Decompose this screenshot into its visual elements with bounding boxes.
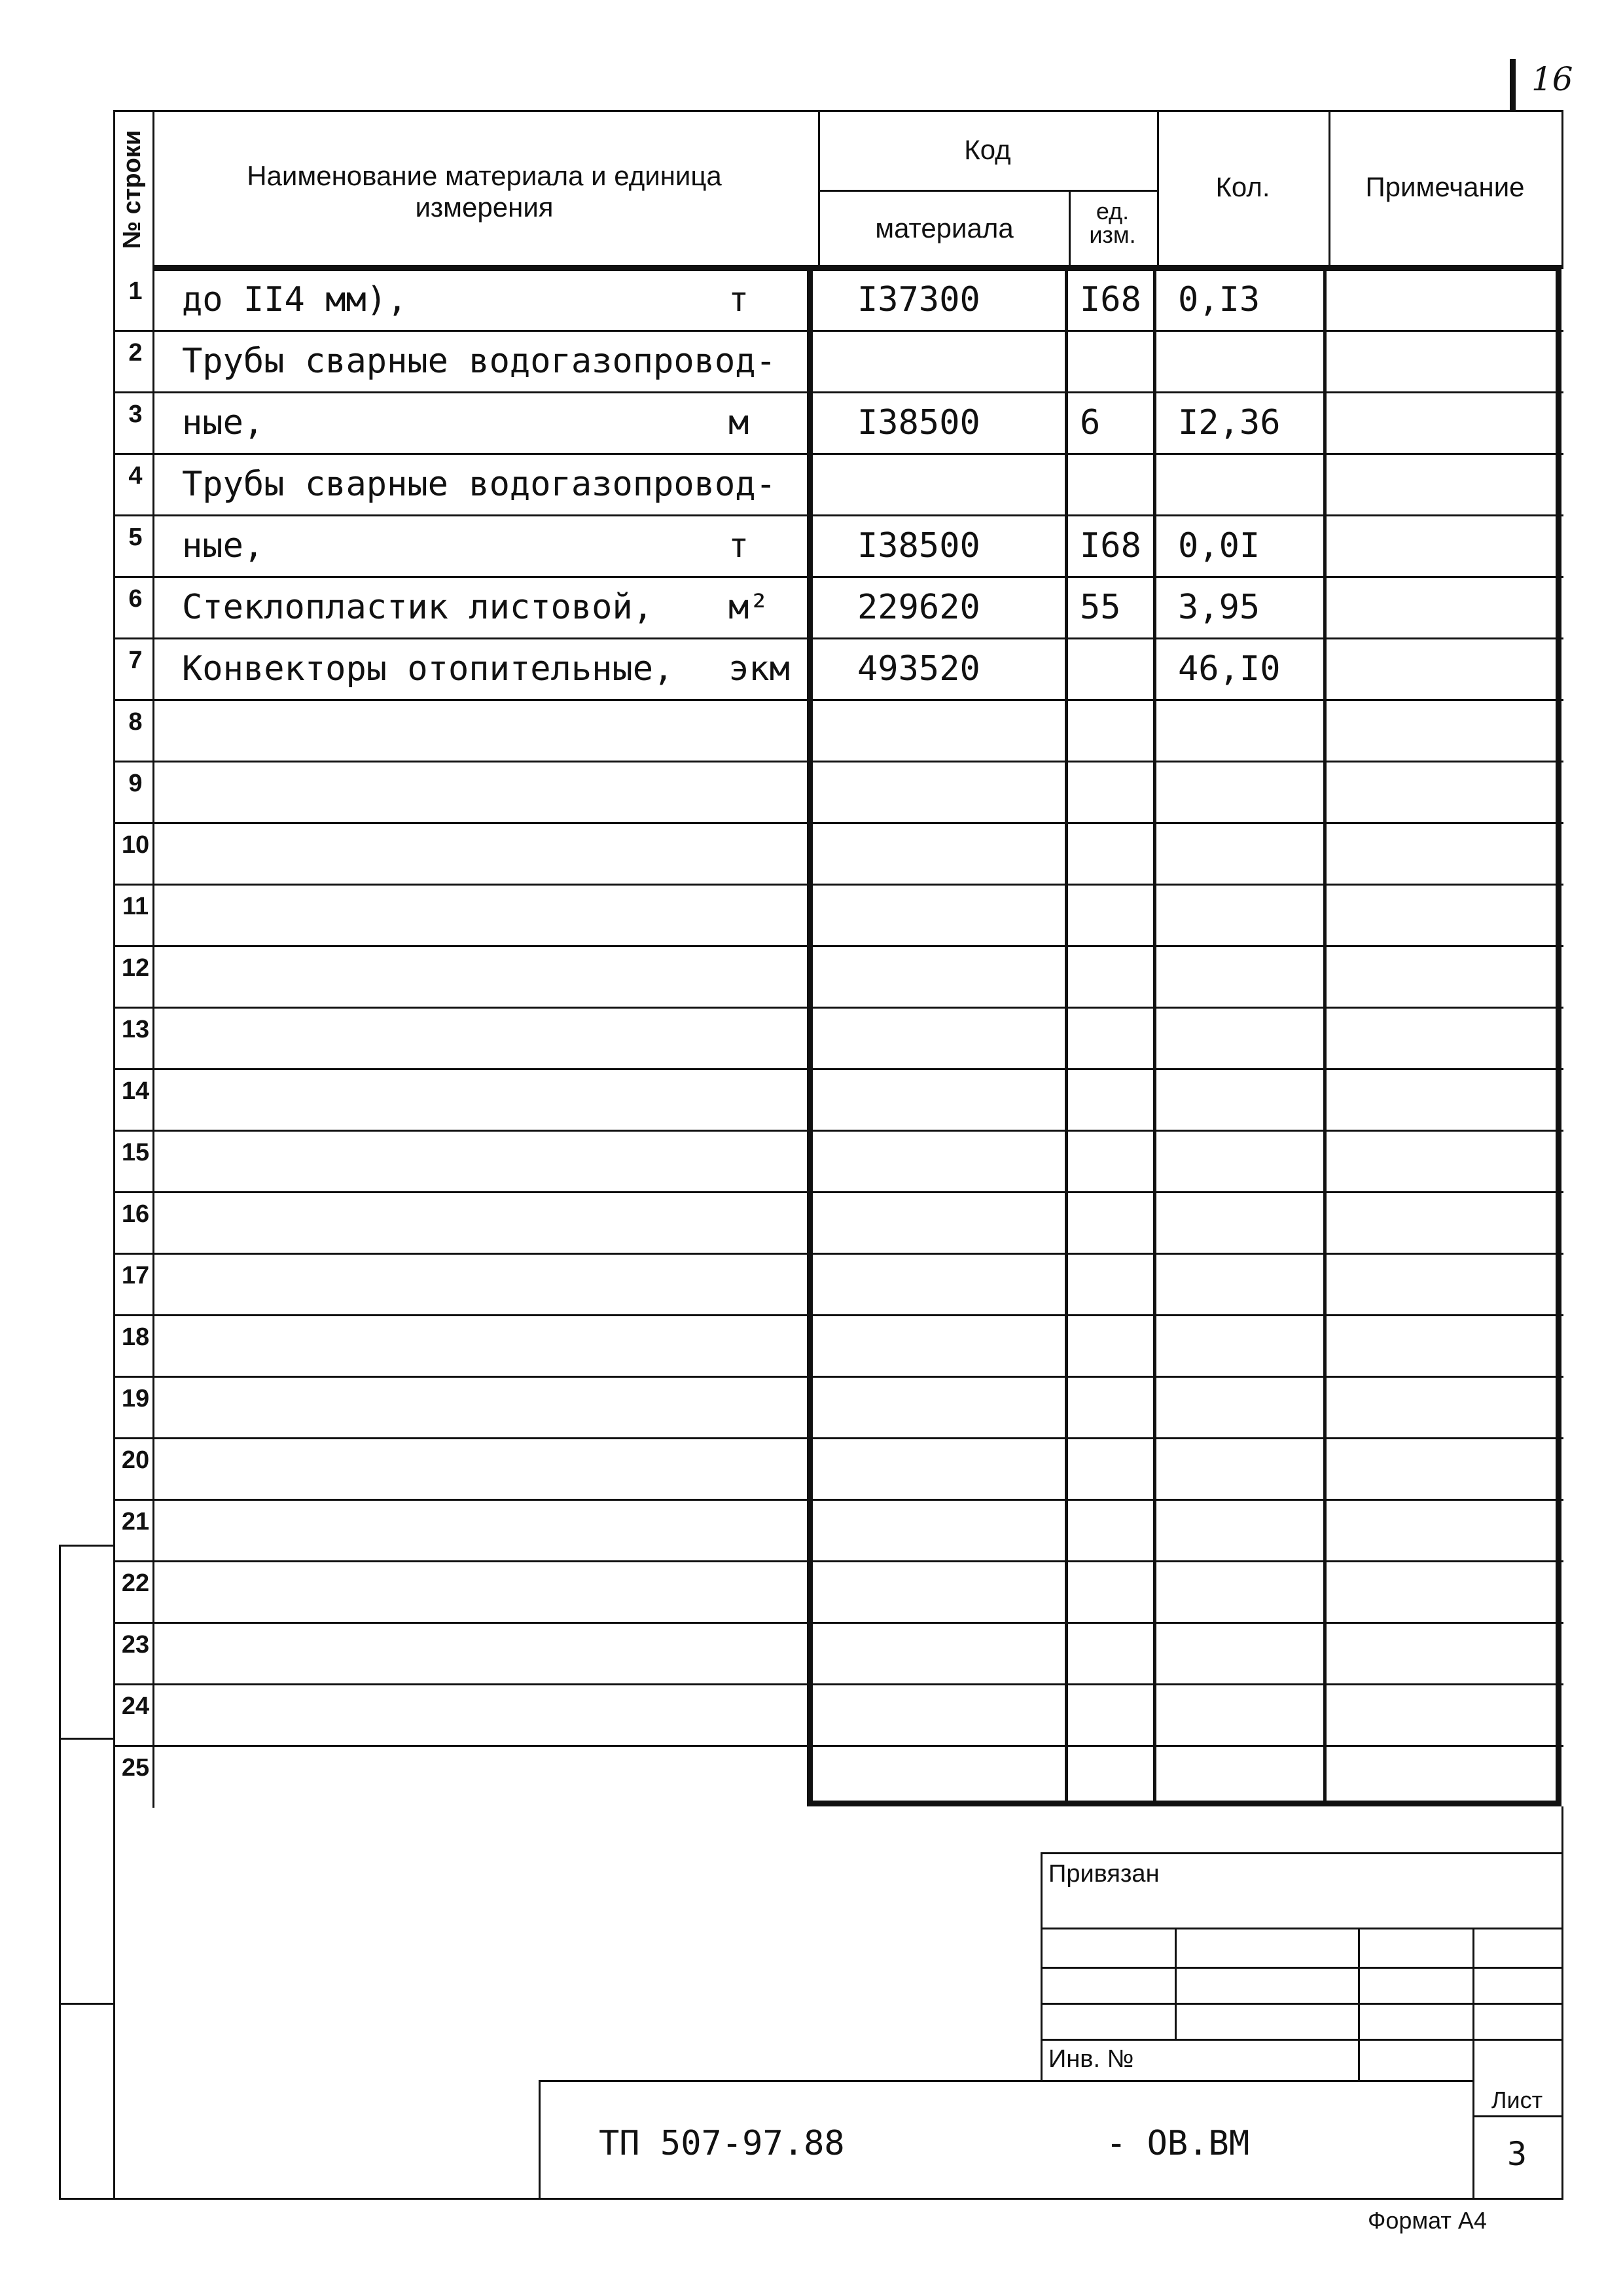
row-divider: [113, 453, 1563, 455]
row-qty: 46,I0: [1178, 649, 1281, 689]
bottom-border: [59, 2198, 1563, 2200]
page-number-mark: [1510, 59, 1516, 111]
qty-header: Кол.: [1215, 171, 1270, 202]
row-number: 20: [121, 1446, 150, 1474]
row-number: 2: [128, 339, 143, 367]
table-left-border: [113, 110, 115, 1808]
row-number: 23: [121, 1631, 150, 1659]
row-divider: [113, 945, 1563, 947]
row-number: 14: [121, 1077, 150, 1105]
row-number: 10: [121, 831, 150, 859]
side-stamp-line-1: [59, 1545, 113, 1547]
header-bottom-border: [152, 265, 810, 271]
row-material-code: I37300: [857, 280, 980, 319]
row-unit-code: I68: [1080, 526, 1141, 565]
row-qty: I2,36: [1178, 403, 1281, 442]
row-name: до II4 мм),: [182, 280, 408, 319]
row-name: ные,: [182, 526, 264, 565]
row-name: Конвекторы отопительные,: [182, 649, 674, 689]
code-material-header: материала: [875, 213, 1014, 243]
row-divider: [113, 391, 1563, 393]
row-name: Трубы сварные водогазопровод-: [182, 465, 776, 504]
title-block-left: [539, 2080, 541, 2198]
side-stamp-left: [59, 1545, 61, 2199]
bound-grid-col-1: [1175, 1928, 1177, 2039]
qty-col-divider: [1153, 265, 1156, 1806]
bound-grid-col-3: [1472, 1928, 1474, 2081]
row-divider: [113, 330, 1563, 332]
title-block-top: [539, 2080, 1043, 2082]
rownum-header: № строки: [118, 130, 147, 249]
row-qty: 0,0I: [1178, 526, 1260, 565]
row-divider: [113, 514, 1563, 516]
row-number: 25: [121, 1754, 150, 1782]
inv-box-bottom: [1041, 2080, 1472, 2082]
page-number: 16: [1531, 60, 1573, 98]
sheet-label: Лист: [1491, 2087, 1543, 2113]
code-subheader-line: [818, 190, 1157, 192]
code-subcol-divider: [1069, 190, 1071, 269]
bound-grid-line-2: [1041, 1967, 1561, 1969]
row-number: 9: [128, 770, 143, 797]
row-divider: [113, 699, 1563, 701]
name-header: Наименование материала и единица измерения: [247, 160, 722, 223]
row-divider: [113, 637, 1563, 639]
row-qty: 0,I3: [1178, 280, 1260, 319]
sheet-box-divider: [1472, 2115, 1561, 2117]
row-unit-code: 55: [1080, 588, 1121, 627]
doc-code-right: - ОВ.ВМ: [1106, 2124, 1250, 2163]
row-name: Трубы сварные водогазопровод-: [182, 342, 776, 381]
doc-code-left: ТП 507-97.88: [599, 2124, 845, 2163]
row-divider: [113, 1437, 1563, 1439]
row-number: 17: [121, 1262, 150, 1289]
row-divider: [113, 1253, 1563, 1255]
row-unit-code: I68: [1080, 280, 1141, 319]
row-number: 21: [121, 1508, 150, 1535]
row-unit: экм: [728, 649, 790, 689]
code-header: Код: [964, 134, 1011, 165]
table-top-border: [113, 110, 1563, 112]
row-name: ные,: [182, 403, 264, 442]
row-divider: [113, 1499, 1563, 1501]
side-stamp-line-3: [59, 2003, 113, 2005]
row-divider: [113, 576, 1563, 578]
sheet-number: 3: [1507, 2135, 1527, 2173]
bound-grid-col-2: [1358, 1928, 1360, 2081]
row-unit: м: [728, 403, 749, 442]
row-number: 7: [128, 647, 143, 674]
row-material-code: I38500: [857, 403, 980, 442]
row-number: 4: [128, 462, 143, 490]
row-divider: [113, 1683, 1563, 1685]
row-divider: [113, 884, 1563, 886]
row-number: 11: [122, 893, 149, 920]
row-divider: [113, 822, 1563, 824]
row-number: 5: [128, 524, 143, 551]
data-frame: [807, 265, 1561, 1806]
row-number: 16: [121, 1200, 150, 1228]
row-qty: 3,95: [1178, 588, 1260, 627]
row-number: 8: [128, 708, 143, 736]
row-unit: м²: [728, 588, 770, 627]
bound-box-top: [1041, 1852, 1561, 1854]
row-unit: т: [728, 526, 749, 565]
row-number: 22: [121, 1570, 150, 1597]
row-divider: [113, 1622, 1563, 1624]
bound-grid-line-3: [1041, 2003, 1561, 2005]
rownum-header-cell: [113, 110, 152, 269]
row-divider: [113, 1007, 1563, 1009]
inv-label: Инв. №: [1048, 2045, 1134, 2073]
side-stamp-line-2: [59, 1738, 113, 1740]
row-divider: [113, 1314, 1563, 1316]
bottom-left-border: [113, 1806, 115, 2199]
code-unit-header: ед. изм.: [1089, 198, 1136, 248]
row-number: 13: [121, 1016, 150, 1043]
row-divider: [113, 1745, 1563, 1747]
row-number: 3: [128, 401, 143, 428]
bound-label: Привязан: [1048, 1860, 1160, 1888]
bound-grid-line-1: [1041, 1928, 1561, 1929]
row-divider: [113, 1130, 1563, 1132]
bottom-right-border: [1561, 1806, 1563, 2199]
row-material-code: 493520: [857, 649, 980, 689]
row-number: 19: [121, 1385, 150, 1412]
row-name: Стеклопластик листовой,: [182, 588, 654, 627]
row-unit-code: 6: [1080, 403, 1101, 442]
note-header: Примечание: [1365, 171, 1525, 202]
row-number: 6: [128, 585, 143, 613]
bound-grid-line-4: [1041, 2039, 1561, 2041]
row-material-code: I38500: [857, 526, 980, 565]
row-number: 1: [128, 278, 143, 305]
row-unit: т: [728, 280, 749, 319]
row-divider: [113, 1068, 1563, 1070]
row-number: 12: [121, 954, 150, 982]
row-divider: [113, 1191, 1563, 1193]
row-number: 18: [121, 1323, 150, 1351]
format-label: Формат А4: [1368, 2207, 1487, 2234]
row-divider: [113, 1376, 1563, 1378]
row-divider: [113, 1560, 1563, 1562]
row-divider: [113, 761, 1563, 762]
unit-col-divider: [1065, 265, 1068, 1806]
note-col-divider: [1323, 265, 1327, 1806]
row-number: 24: [121, 1693, 150, 1720]
table-right-border-header: [1561, 110, 1563, 269]
row-material-code: 229620: [857, 588, 980, 627]
row-number: 15: [121, 1139, 150, 1166]
